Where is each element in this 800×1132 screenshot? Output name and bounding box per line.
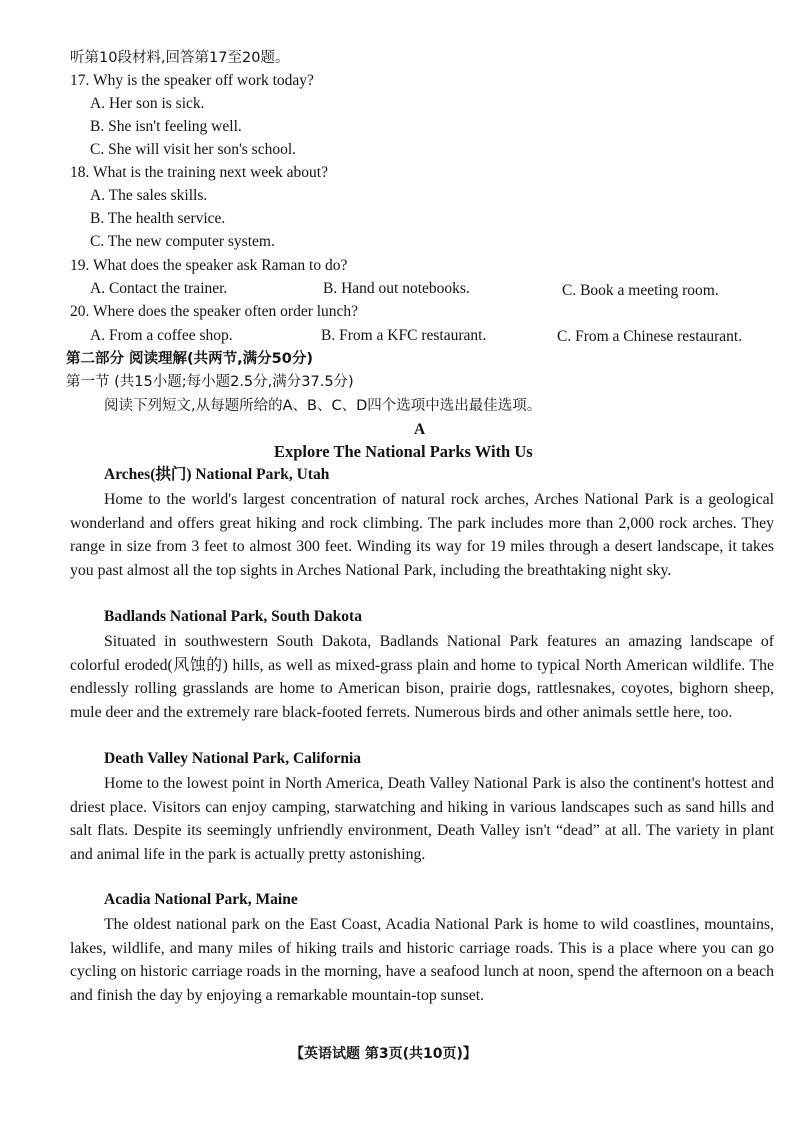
park-heading-arches: Arches(拱门) National Park, Utah	[104, 466, 330, 483]
question-17-option-a: A. Her son is sick.	[90, 95, 205, 112]
question-19-option-a: A. Contact the trainer.	[90, 280, 228, 297]
park-paragraph-death-valley: Home to the lowest point in North America, Death Valley National Park is also the continent's hottest and driest place. Visitors can enjoy camping, starwatching and hiking in various landscapes such as sand hills and salt flats. Despite its seemingly unfriendly environment, Death Valley isn't “dead” at all. The variety in plant and animal life in the park is actually pretty astonishing.	[70, 775, 774, 864]
question-17-option-c: C. She will visit her son's school.	[90, 141, 297, 158]
park-heading-death-valley: Death Valley National Park, California	[104, 750, 362, 767]
question-18-option-b: B. The health service.	[90, 210, 226, 227]
listening-instruction: 听第10段材料,回答第17至20题。	[70, 50, 290, 66]
section-one-heading: 第一节 (共15小题;每小题2.5分,满分37.5分)	[66, 374, 354, 390]
question-19-stem: 19. What does the speaker ask Raman to do?	[70, 257, 348, 274]
part-two-heading: 第二部分 阅读理解(共两节,满分50分)	[66, 351, 313, 367]
question-18-option-c: C. The new computer system.	[90, 233, 275, 250]
park-heading-badlands: Badlands National Park, South Dakota	[104, 608, 362, 625]
question-17-stem: 17. Why is the speaker off work today?	[70, 72, 314, 89]
park-heading-acadia: Acadia National Park, Maine	[104, 891, 298, 908]
question-20-option-c: C. From a Chinese restaurant.	[557, 328, 743, 345]
passage-title: Explore The National Parks With Us	[274, 442, 533, 461]
question-19-option-c: C. Book a meeting room.	[562, 282, 719, 299]
question-20-option-b: B. From a KFC restaurant.	[321, 327, 487, 344]
park-paragraph-acadia: The oldest national park on the East Coast, Acadia National Park is home to wild coastlines, mountains, lakes, wildlife, and many miles of hiking trails and historic carriage roads. This is a place where you can go cycling on historic carriage roads in the morning, have a seafood lunch at noon, spend the afternoon on a beach and finish the day by enjoying a remarkable mountain-top sunset.	[70, 916, 774, 1005]
park-paragraph-badlands: Situated in southwestern South Dakota, Badlands National Park features an amazing landscape of colorful eroded(风蚀的) hills, as well as mixed-grass plain and home to typical North American wildlife. The endlessly rolling grasslands are home to American bison, prairie dogs, rattlesnakes, coyotes, bighorn sheep, mule deer and the extremely rare black-footed ferrets. Numerous birds and other animals settle here, too.	[70, 633, 774, 722]
page-footer: 【英语试题 第3页(共10页)】	[290, 1046, 477, 1062]
question-20-option-a: A. From a coffee shop.	[90, 327, 233, 344]
question-18-option-a: A. The sales skills.	[90, 187, 208, 204]
question-19-option-b: B. Hand out notebooks.	[323, 280, 470, 297]
question-20-stem: 20. Where does the speaker often order lunch?	[70, 303, 359, 320]
question-18-stem: 18. What is the training next week about?	[70, 164, 328, 181]
reading-instruction: 阅读下列短文,从每题所给的A、B、C、D四个选项中选出最佳选项。	[104, 398, 542, 414]
question-17-option-b: B. She isn't feeling well.	[90, 118, 242, 135]
passage-label: A	[414, 421, 426, 438]
park-paragraph-arches: Home to the world's largest concentration of natural rock arches, Arches National Park is a geological wonderland and offers great hiking and rock climbing. The park includes more than 2,000 rock arches. They range in size from 3 feet to almost 300 feet. Winding its way for 19 miles through a desert landscape, it takes you past almost all the top sights in Arches National Park, including the breathtaking night sky.	[70, 491, 774, 580]
